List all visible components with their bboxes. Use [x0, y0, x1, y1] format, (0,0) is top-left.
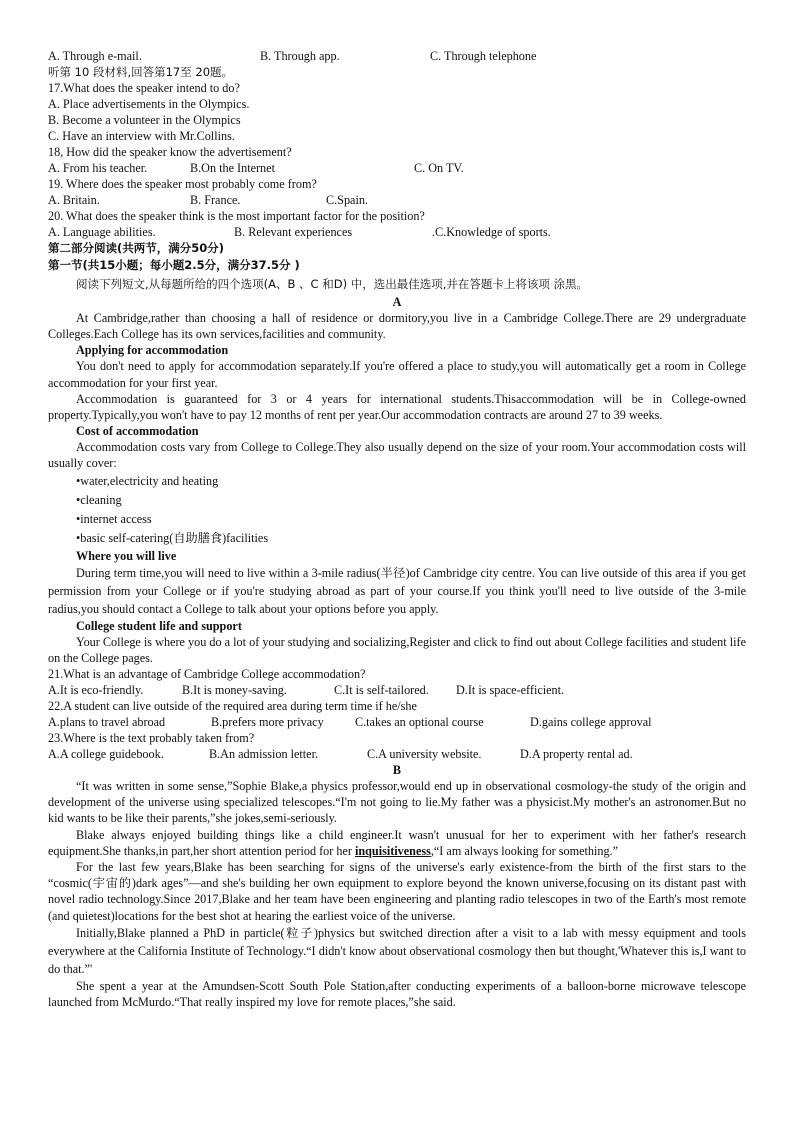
- passage-a-bullet: •water,electricity and heating: [76, 473, 219, 488]
- section1-title: 第一节(共15小题；每小题2.5分，满分37.5分 ): [48, 258, 300, 272]
- part2-title: 第二部分阅读(共两节，满分50分): [48, 241, 225, 255]
- q23-option-c: C.A university website.: [367, 747, 482, 762]
- q21-option-c: C.It is self-tailored.: [334, 683, 429, 698]
- passage-b-paragraph-2-text-end: ,“I am always looking for something.”: [430, 843, 619, 858]
- q20-option-a: A. Language abilities.: [48, 225, 156, 239]
- q22-option-b: B.prefers more privacy: [211, 715, 324, 730]
- q19-option-a: A. Britain.: [48, 193, 100, 207]
- q19-option-c: C.Spain.: [326, 193, 368, 207]
- instructions: 阅读下列短文,从每题所给的四个选项(A、B 、C 和D) 中，选出最佳选项,并在答题卡上将该项 涂黑。: [76, 277, 589, 291]
- q20-options: [48, 224, 746, 240]
- q17-option-c: C. Have an interview with Mr.Collins.: [48, 129, 235, 143]
- q18-option-c: C. On TV.: [414, 161, 464, 175]
- passage-a-bullet: •basic self-catering(自助膳食)facilities: [76, 530, 269, 545]
- q18-option-a: A. From his teacher.: [48, 161, 148, 175]
- passage-b-paragraph-1: “It was written in some sense,”Sophie Blake,a physics professor,would end up in observational cosmology-the study of the origin and development of the universe using specialized telescopes.“I'm not going to lie.My father was a physicist.My mother's an astronomer.But no kid wants to be like their parents,”she jokes,semi-seriously.: [48, 779, 746, 826]
- q18-stem: 18, How did the speaker know the advertisement?: [48, 145, 292, 159]
- q22-option-c: C.takes an optional course: [355, 715, 484, 730]
- passage-a-paragraph-4: Accommodation costs vary from College to College.They also usually depend on the size of your room.Your accommodation costs will usually cover:: [48, 440, 746, 471]
- q17-option-a: A. Place advertisements in the Olympics.: [48, 97, 250, 111]
- passage-b-letter: B: [392, 763, 402, 778]
- passage-b-paragraph-2: [48, 827, 746, 859]
- q21-option-a: A.It is eco-friendly.: [48, 683, 144, 698]
- q20-option-b: B. Relevant experiences: [234, 225, 353, 239]
- q16-option-c: C. Through telephone: [430, 49, 537, 63]
- passage-b-paragraph-2-text: Blake always enjoyed building things like a child engineer.It wasn't unusual for her to experiment with her father's research equipment.She thanks,in part,her short attention period for her: [48, 827, 746, 858]
- section-10-intro: 听第 10 段材料,回答第17至 20题。: [48, 65, 234, 79]
- passage-a-letter: A: [392, 295, 402, 309]
- passage-a-heading-1: Applying for accommodation: [76, 343, 229, 358]
- q21-options: [48, 682, 746, 698]
- q17-option-b: B. Become a volunteer in the Olympics: [48, 113, 241, 127]
- passage-a-paragraph-2: You don't need to apply for accommodation separately.If you're offered a place to study,you will automatically get a room in College accommodation for your first year.: [48, 359, 746, 390]
- q23-options: [48, 746, 746, 762]
- passage-b-paragraph-5: She spent a year at the Amundsen-Scott South Pole Station,after conducting experiments of a balloon-borne microwave telescope launched from McMurdo.“That really inspired my love for remote places,”she said.: [48, 978, 746, 1010]
- q18-options: [48, 160, 746, 176]
- q19-option-b: B. France.: [190, 193, 241, 207]
- q22-option-a: A.plans to travel abroad: [48, 715, 166, 730]
- q17-stem: 17.What does the speaker intend to do?: [48, 81, 240, 95]
- passage-b-paragraph-4: Initially,Blake planned a PhD in particle(粒子)physics but switched direction after a visit to a lab with messy equipment and tools everywhere at the California Institute of Technology.“I didn't know about observational cosmology then but thought,'Whatever this is,I want to do that.”': [48, 925, 746, 976]
- q16-options: [48, 48, 746, 64]
- q20-option-c: .C.Knowledge of sports.: [432, 225, 551, 239]
- passage-a-paragraph-1: At Cambridge,rather than choosing a hall of residence or dormitory,you live in a Cambridge College.There are 29 undergraduate Colleges.Each College has its own services,facilities and community.: [48, 311, 746, 342]
- q21-option-d: D.It is space-efficient.: [456, 683, 565, 698]
- q19-options: [48, 192, 746, 208]
- passage-a-heading-4: College student life and support: [76, 618, 242, 633]
- q22-options: [48, 714, 746, 730]
- passage-a-bullet: •internet access: [76, 511, 152, 526]
- passage-a-paragraph-3: Accommodation is guaranteed for 3 or 4 years for international students.Thisaccommodation will be in College-owned property.Typically,you won't have to pay 12 months of rent per year.Our accommodation contracts are around 27 to 39 weeks.: [48, 391, 746, 423]
- q16-option-a: A. Through e-mail.: [48, 49, 142, 63]
- q19-stem: 19. Where does the speaker most probably come from?: [48, 177, 317, 191]
- passage-a-paragraph-5: During term time,you will need to live within a 3-mile radius(半径)of Cambridge city centre. You can live outside of this area if you get permission from your College or if you're studying abroad as part of your course.If you think you'll need to live outside of the 3-mile radius,you should contact a College to talk about your options before you apply.: [48, 565, 746, 616]
- underlined-word: inquisitiveness: [354, 843, 431, 858]
- q23-stem: 23.Where is the text probably taken from?: [48, 731, 255, 746]
- passage-a-paragraph-6: Your College is where you do a lot of your studying and socializing,Register and click to find out about College facilities and student life on the College pages.: [48, 634, 746, 665]
- q23-option-d: D.A property rental ad.: [520, 747, 633, 762]
- q21-option-b: B.It is money-saving.: [182, 683, 287, 698]
- passage-b-paragraph-3: For the last few years,Blake has been searching for signs of the universe's early existence-from the birth of the first stars to the “cosmic(宇宙的)dark ages”—and she's building her own equipment to explore beyond the known universe,focusing on its distant past with novel radio technology.Since 2017,Blake and her team have been engineering and planting radio telescopes in two of the Earth's most remote (and quietest)locations for the best shot at hearing the earliest voice of the universe.: [48, 860, 746, 923]
- passage-a-bullet: •cleaning: [76, 492, 122, 507]
- passage-a-heading-3: Where you will live: [76, 548, 177, 563]
- q23-option-a: A.A college guidebook.: [48, 747, 164, 762]
- passage-a-heading-2: Cost of accommodation: [76, 424, 199, 439]
- q22-stem: 22.A student can live outside of the required area during term time if he/she: [48, 699, 417, 714]
- q21-stem: 21.What is an advantage of Cambridge College accommodation?: [48, 667, 366, 682]
- q16-option-b: B. Through app.: [260, 49, 340, 63]
- q23-option-b: B.An admission letter.: [209, 747, 319, 762]
- q18-option-b: B.On the Internet: [190, 161, 275, 175]
- q22-option-d: D.gains college approval: [530, 715, 652, 730]
- q20-stem: 20. What does the speaker think is the most important factor for the position?: [48, 209, 425, 223]
